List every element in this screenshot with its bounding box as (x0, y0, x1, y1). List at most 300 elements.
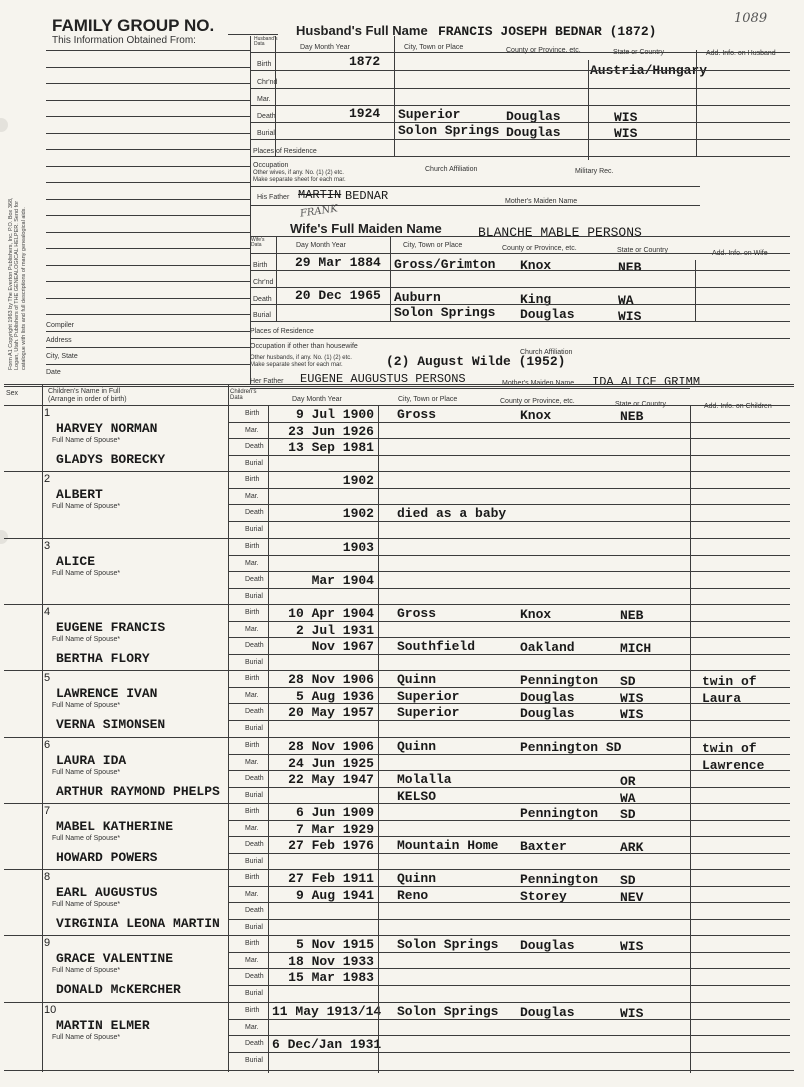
child-mar-date: 9 Aug 1941 (295, 888, 374, 903)
rule-h (250, 287, 790, 288)
copyright-notice: Form A1 Copyright 1963 by The Everton Publishers, Inc. P.O. Box 368, Logan, Utah. Publishers of THE GENEALOGICAL HELPER. Send for catalogue with lists and full descriptions of many genealogical aids. (8, 197, 27, 370)
rule-h (228, 488, 790, 489)
child-mar-state: WIS (620, 691, 644, 706)
child-birth-label: Birth (245, 940, 260, 947)
child-birth-state: SD (620, 873, 636, 888)
rule-h (46, 50, 250, 51)
child-mar-label: Mar. (245, 1024, 259, 1031)
rule-h (4, 670, 790, 671)
child-spouse-label: Full Name of Spouse* (52, 769, 121, 776)
wife-state-label: State or Country (617, 247, 668, 254)
his-father-correction: FRANK (299, 203, 339, 220)
rule-h (46, 133, 250, 134)
child-number: 1 (44, 407, 51, 419)
rule-v (695, 260, 696, 322)
child-number: 2 (44, 473, 51, 485)
child-number: 10 (44, 1004, 57, 1016)
child-birth-city: Quinn (397, 871, 437, 886)
address-label: Address (46, 337, 72, 344)
child-birth-add-info: twin of (702, 741, 757, 756)
child-mar-date: 18 Nov 1933 (288, 954, 374, 969)
child-birth-city: Solon Springs (397, 1004, 499, 1019)
rule-h (4, 1002, 790, 1003)
child-death-label: Death (245, 907, 264, 914)
child-birth-state: NEB (620, 608, 644, 623)
husband-death-year: 1924 (349, 106, 381, 121)
rule-h (4, 384, 794, 385)
rule-h (46, 182, 250, 183)
child-mar-label: Mar. (245, 493, 259, 500)
husband-death-state: WIS (614, 110, 638, 125)
husband-city-label: City, Town or Place (404, 44, 464, 51)
wife-name-label: Wife's Full Maiden Name (290, 221, 442, 236)
child-birth-county: Knox (520, 408, 552, 423)
child-death-date: Mar 1904 (311, 573, 374, 588)
wife-birth-city: Gross/Grimton (394, 257, 496, 272)
child-death-city: Mountain Home (397, 838, 499, 853)
rule-h (250, 321, 790, 322)
child-number: 8 (44, 871, 51, 883)
child-birth-state: WIS (620, 1006, 644, 1021)
wife-other-husbands: (2) August Wilde (1952) (386, 354, 566, 369)
child-name: EUGENE FRANCIS (56, 620, 166, 635)
wife-burial-city: Solon Springs (394, 305, 496, 320)
child-death-date: 20 May 1957 (288, 705, 374, 720)
rule-h (228, 687, 790, 688)
husband-burial-county: Douglas (506, 125, 561, 140)
city-state-label: City, State (46, 353, 78, 360)
husband-birth-place: Austria/Hungary (590, 63, 708, 78)
rule-h (228, 886, 790, 887)
rule-h (250, 52, 790, 53)
rule-h (250, 388, 690, 389)
child-death-city: Molalla (397, 772, 452, 787)
child-birth-county: Pennington (520, 806, 599, 821)
child-number: 7 (44, 805, 51, 817)
title-underline (228, 34, 278, 35)
rule-h (250, 186, 700, 187)
husband-name-label: Husband's Full Name (296, 23, 428, 38)
other-husbands-sheet-label: Make separate sheet for each mar. (250, 362, 343, 368)
child-death-state: MICH (620, 641, 652, 656)
child-birth-date: 27 Feb 1911 (288, 871, 374, 886)
husband-burial-city: Solon Springs (398, 123, 500, 138)
child-name: EARL AUGUSTUS (56, 885, 158, 900)
child-birth-county: Pennington (520, 872, 599, 887)
child-spouse-label: Full Name of Spouse* (52, 1034, 121, 1041)
husband-military-label: Military Rec. (575, 168, 614, 175)
rule-h (228, 571, 790, 572)
child-mar-county: Douglas (520, 690, 575, 705)
rule-h (46, 116, 250, 117)
child-mar-label: Mar. (245, 427, 259, 434)
child-birth-date: 1902 (342, 473, 374, 488)
child-spouse-label: Full Name of Spouse* (52, 437, 121, 444)
rule-h (46, 298, 250, 299)
husband-birth-label: Birth (257, 61, 272, 68)
her-father-label: Her Father (250, 378, 284, 385)
rule-h (228, 754, 790, 755)
child-name: GRACE VALENTINE (56, 951, 174, 966)
child-name: ALICE (56, 554, 96, 569)
rule-h (4, 935, 790, 936)
child-death-city: died as a baby (397, 506, 507, 521)
rule-h (250, 236, 790, 237)
child-number: 5 (44, 672, 51, 684)
child-birth-date: 10 Apr 1904 (288, 606, 374, 621)
rule-v (378, 405, 379, 1073)
wife-birth-state: NEB (618, 260, 642, 275)
child-birth-label: Birth (245, 874, 260, 881)
other-wives-label: Other wives, if any. No. (1) (2) etc. (253, 170, 344, 176)
husband-occupation-label: Occupation (253, 162, 289, 169)
punch-hole-middle (0, 530, 8, 544)
rule-h (46, 215, 250, 216)
add-info-children-label: Add. Info. on Children (704, 403, 772, 410)
punch-hole-top (0, 118, 8, 132)
child-birth-state: SD (620, 807, 636, 822)
child-death-county: Baxter (520, 839, 567, 854)
child-mar-city: Superior (397, 689, 460, 704)
rule-h (46, 83, 250, 84)
wife-burial-county: Douglas (520, 307, 575, 322)
husband-death-county: Douglas (506, 109, 561, 124)
child-mar-date: 5 Aug 1936 (295, 689, 374, 704)
wife-chrnd-label: Chr'nd (253, 279, 274, 286)
wife-death-county: King (520, 292, 552, 307)
child-birth-date: 6 Jun 1909 (295, 805, 374, 820)
husband-death-label: Death (257, 113, 276, 120)
rule-v (276, 236, 277, 321)
husband-chrnd-label: Chr'nd (257, 79, 278, 86)
rule-h (228, 455, 790, 456)
rule-h (228, 521, 790, 522)
wife-occupation-label: Occupation if other than housewife (250, 343, 358, 350)
child-spouse-label: Full Name of Spouse* (52, 967, 121, 974)
child-mar-county: Storey (520, 889, 567, 904)
his-father-label: His Father (257, 194, 290, 201)
rule-h (228, 720, 790, 721)
his-mother-label: Mother's Maiden Name (505, 198, 578, 205)
child-name: LAWRENCE IVAN (56, 686, 158, 701)
rule-h (46, 314, 250, 315)
rule-h (46, 166, 250, 167)
rule-h (46, 67, 250, 68)
rule-h (4, 471, 790, 472)
rule-v (42, 384, 43, 1072)
child-death-date: 15 Mar 1983 (288, 970, 374, 985)
husband-burial-state: WIS (614, 126, 638, 141)
child-mar-date: 7 Mar 1929 (295, 822, 374, 837)
child-spouse-name: VIRGINIA LEONA MARTIN (56, 916, 220, 931)
child-birth-date: 1903 (342, 540, 374, 555)
child-burial-label: Burial (245, 990, 263, 997)
child-death-label: Death (245, 775, 264, 782)
child-mar-date: 24 Jun 1925 (288, 756, 374, 771)
rule-h (250, 139, 790, 140)
rule-h (228, 703, 790, 704)
child-mar-city: Reno (397, 888, 429, 903)
child-spouse-label: Full Name of Spouse* (52, 636, 121, 643)
rule-h (250, 304, 790, 305)
husbands-data-label: Husband's Data (254, 36, 278, 47)
child-birth-county: Douglas (520, 938, 575, 953)
child-spouse-label: Full Name of Spouse* (52, 570, 121, 577)
child-name: MARTIN ELMER (56, 1018, 150, 1033)
rule-h (228, 1019, 790, 1020)
rule-h (228, 504, 790, 505)
wife-birth-county: Knox (520, 258, 552, 273)
rule-h (228, 555, 790, 556)
child-birth-county: Douglas (520, 1005, 575, 1020)
children-county-label: County or Province, etc. (500, 398, 575, 405)
child-death-label: Death (245, 509, 264, 516)
child-name: LAURA IDA (56, 753, 127, 768)
child-death-label: Death (245, 642, 264, 649)
child-death-date: 1902 (342, 506, 374, 521)
wife-county-label: County or Province, etc. (502, 245, 577, 252)
rule-h (250, 122, 790, 123)
other-husbands-label: Other husbands, if any. No. (1) (2) etc. (250, 355, 352, 361)
child-death-city: Superior (397, 705, 460, 720)
rule-h (250, 156, 790, 157)
rule-h (46, 232, 250, 233)
child-burial-label: Burial (245, 593, 263, 600)
child-death-label: Death (245, 443, 264, 450)
child-birth-date: 9 Jul 1900 (295, 407, 374, 422)
child-death-county: Douglas (520, 706, 575, 721)
child-birth-county: Knox (520, 607, 552, 622)
child-death-state: WIS (620, 707, 644, 722)
add-info-wife-label: Add. Info. on Wife (712, 250, 768, 257)
child-mar-state: NEV (620, 890, 644, 905)
child-mar-label: Mar. (245, 891, 259, 898)
rule-h (46, 331, 250, 332)
child-spouse-label: Full Name of Spouse* (52, 702, 121, 709)
child-death-state: ARK (620, 840, 644, 855)
child-death-label: Death (245, 841, 264, 848)
rule-v (696, 50, 697, 156)
child-mar-add-info: Lawrence (702, 758, 765, 773)
wifes-data-label: Wife's Data (251, 237, 265, 248)
child-number: 9 (44, 937, 51, 949)
rule-h (46, 347, 250, 348)
childrens-data-label: Children's Data (230, 389, 257, 401)
compiler-label: Compiler (46, 322, 75, 329)
wife-burial-label: Burial (253, 312, 271, 319)
child-birth-state: WIS (620, 939, 644, 954)
rule-h (250, 253, 790, 254)
child-burial-city: KELSO (397, 789, 437, 804)
her-mother-name: IDA ALICE GRIMM (592, 375, 701, 389)
child-spouse-name: BERTHA FLORY (56, 651, 150, 666)
rule-h (46, 265, 250, 266)
obtained-from-label: This Information Obtained From: (52, 35, 196, 46)
rule-h (228, 985, 790, 986)
rule-h (228, 588, 790, 589)
her-father-name: EUGENE AUGUSTUS PERSONS (300, 372, 466, 386)
rule-h (250, 70, 790, 71)
child-burial-label: Burial (245, 725, 263, 732)
child-burial-label: Burial (245, 659, 263, 666)
child-number: 3 (44, 540, 51, 552)
child-burial-state: WA (620, 791, 636, 806)
rule-h (46, 149, 250, 150)
rule-h (4, 405, 790, 406)
husband-birth-year: 1872 (349, 54, 381, 69)
child-birth-label: Birth (245, 675, 260, 682)
rule-h (46, 364, 250, 365)
child-mar-label: Mar. (245, 825, 259, 832)
rule-v (690, 405, 691, 1073)
rule-h (228, 853, 790, 854)
rule-h (4, 803, 790, 804)
child-death-label: Death (245, 973, 264, 980)
child-mar-date: 2 Jul 1931 (295, 623, 374, 638)
rule-h (250, 88, 790, 89)
children-arrange-label: (Arrange in order of birth) (48, 396, 127, 403)
wife-birth-date: 29 Mar 1884 (295, 255, 381, 270)
sex-column-label: Sex (6, 390, 19, 397)
husband-residence-label: Places of Residence (253, 148, 317, 155)
child-death-label: Death (245, 1040, 264, 1047)
rule-h (228, 621, 790, 622)
rule-v (275, 36, 276, 156)
child-death-date: 6 Dec/Jan 1931 (272, 1037, 382, 1052)
husband-burial-label: Burial (257, 130, 275, 137)
child-spouse-name: DONALD McKERCHER (56, 982, 181, 997)
rule-h (46, 100, 250, 101)
rule-h (46, 199, 250, 200)
child-spouse-label: Full Name of Spouse* (52, 901, 121, 908)
child-mar-label: Mar. (245, 692, 259, 699)
child-birth-label: Birth (245, 1007, 260, 1014)
child-birth-label: Birth (245, 410, 260, 417)
rule-h (228, 952, 790, 953)
child-mar-add-info: Laura (702, 691, 742, 706)
child-burial-label: Burial (245, 924, 263, 931)
wife-death-label: Death (253, 296, 272, 303)
child-birth-label: Birth (245, 808, 260, 815)
husband-full-name: FRANCIS JOSEPH BEDNAR (1872) (438, 24, 657, 39)
husband-death-city: Superior (398, 107, 461, 122)
rule-h (4, 538, 790, 539)
child-name: ALBERT (56, 487, 103, 502)
child-mar-label: Mar. (245, 626, 259, 633)
child-death-state: OR (620, 774, 636, 789)
child-birth-state: SD (620, 674, 636, 689)
child-burial-label: Burial (245, 1057, 263, 1064)
rule-h (4, 386, 794, 387)
child-burial-label: Burial (245, 460, 263, 467)
child-name: MABEL KATHERINE (56, 819, 174, 834)
child-death-county: Oakland (520, 640, 575, 655)
child-death-date: 22 May 1947 (288, 772, 374, 787)
his-father-struck-name: MARTIN (298, 188, 342, 202)
child-burial-label: Burial (245, 526, 263, 533)
rule-v (268, 405, 269, 1073)
child-spouse-name: VERNA SIMONSEN (56, 717, 166, 732)
rule-v (394, 36, 395, 156)
child-birth-label: Birth (245, 476, 260, 483)
child-birth-state: NEB (620, 409, 644, 424)
rule-h (46, 248, 250, 249)
child-birth-city: Quinn (397, 739, 437, 754)
child-birth-city: Gross (397, 407, 437, 422)
rule-h (228, 770, 790, 771)
child-mar-label: Mar. (245, 957, 259, 964)
add-info-husband-label: Add. Info. on Husband (706, 50, 776, 57)
child-birth-county: Pennington SD (520, 740, 622, 755)
children-city-label: City, Town or Place (398, 396, 458, 403)
child-birth-label: Birth (245, 543, 260, 550)
child-number: 6 (44, 739, 51, 751)
child-spouse-name: ARTHUR RAYMOND PHELPS (56, 784, 220, 799)
rule-h (228, 787, 790, 788)
rule-h (46, 281, 250, 282)
child-birth-date: 5 Nov 1915 (295, 937, 374, 952)
rule-h (228, 836, 790, 837)
rule-h (228, 1035, 790, 1036)
other-wives-sheet-label: Make separate sheet for each mar. (253, 177, 346, 183)
rule-h (228, 438, 790, 439)
wife-dmy-label: Day Month Year (296, 242, 346, 249)
child-birth-add-info: twin of (702, 674, 757, 689)
children-dmy-label: Day Month Year (292, 396, 342, 403)
child-death-date: 13 Sep 1981 (288, 440, 374, 455)
child-spouse-label: Full Name of Spouse* (52, 835, 121, 842)
rule-h (250, 205, 700, 206)
rule-h (228, 820, 790, 821)
rule-h (228, 637, 790, 638)
rule-h (250, 338, 790, 339)
rule-h (4, 869, 790, 870)
child-birth-city: Quinn (397, 672, 437, 687)
child-birth-date: 11 May 1913/14 (272, 1004, 382, 1019)
wife-church-label: Church Affiliation (520, 349, 573, 356)
child-spouse-name: HOWARD POWERS (56, 850, 158, 865)
wife-death-date: 20 Dec 1965 (295, 288, 381, 303)
wife-city-label: City, Town or Place (403, 242, 463, 249)
children-name-label: Children's Name in Full (48, 388, 121, 395)
rule-h (228, 654, 790, 655)
wife-death-city: Auburn (394, 290, 441, 305)
child-burial-label: Burial (245, 858, 263, 865)
her-mother-label: Mother's Maiden Name (502, 380, 575, 387)
child-spouse-name: GLADYS BORECKY (56, 452, 166, 467)
rule-h (228, 902, 790, 903)
wife-birth-label: Birth (253, 262, 268, 269)
husband-church-label: Church Affiliation (425, 166, 478, 173)
child-number: 4 (44, 606, 51, 618)
wife-death-state: WA (618, 293, 634, 308)
form-title: FAMILY GROUP NO. (52, 16, 215, 35)
child-death-label: Death (245, 576, 264, 583)
rule-h (250, 270, 790, 271)
child-birth-county: Pennington (520, 673, 599, 688)
wife-burial-state: WIS (618, 309, 642, 324)
wife-residence-label: Places of Residence (250, 328, 314, 335)
rule-h (228, 968, 790, 969)
rule-h (4, 737, 790, 738)
child-death-label: Death (245, 708, 264, 715)
rule-h (228, 422, 790, 423)
husband-mar-label: Mar. (257, 96, 271, 103)
child-burial-label: Burial (245, 792, 263, 799)
child-mar-date: 23 Jun 1926 (288, 424, 374, 439)
child-birth-date: 28 Nov 1906 (288, 739, 374, 754)
rule-v (390, 236, 391, 321)
